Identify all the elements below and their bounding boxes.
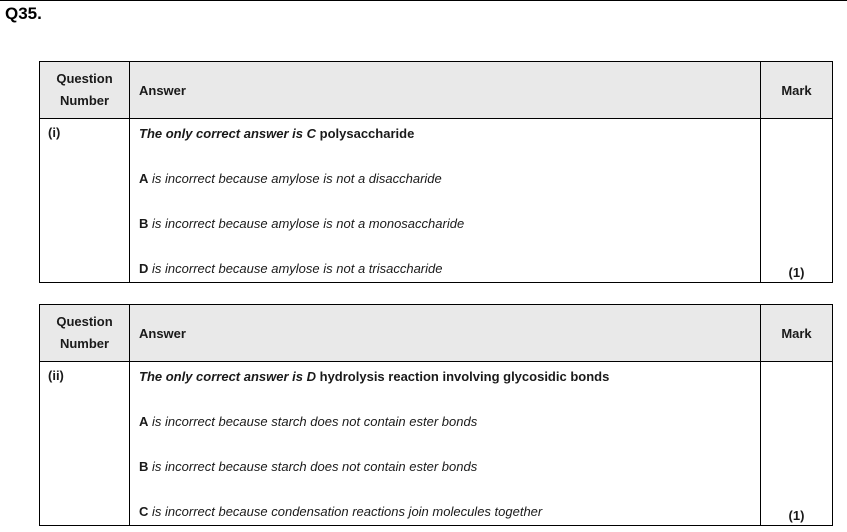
question-number-header: Question Number [40,62,130,119]
distractor-letter: B [139,459,149,474]
answer-cell [130,119,761,283]
mark-scheme-table-i [39,61,833,283]
distractor-letter: D [139,261,149,276]
distractor-text: is incorrect because amylose is not a trisaccharide [152,261,443,276]
mark-header: Mark [761,62,833,119]
mark-header: Mark [761,305,833,362]
mark-cell [761,362,833,526]
table-row [40,119,833,283]
correct-prefix: The only correct answer is D [139,369,317,384]
answer-header: Answer [130,305,761,362]
table-row [40,362,833,526]
distractor-letter: A [139,414,149,429]
distractor-text: is incorrect because amylose is not a disaccharide [152,171,442,186]
distractor-line [139,260,760,280]
correct-answer: polysaccharide [319,126,415,141]
distractor-text: is incorrect because starch does not contain ester bonds [152,459,478,474]
mark-value: (1) [788,265,805,280]
distractor-letter: B [139,216,149,231]
mark-scheme-table-ii [39,304,833,526]
distractor-line [139,413,760,458]
correct-prefix: The only correct answer is C [139,126,317,141]
table-header-row [40,305,833,362]
question-number: (ii) [40,362,130,526]
distractor-text: is incorrect because starch does not contain ester bonds [152,414,478,429]
distractor-line [139,215,760,260]
distractor-text: is incorrect because amylose is not a monosaccharide [152,216,465,231]
correct-answer-line [139,368,760,413]
correct-answer: hydrolysis reaction involving glycosidic bonds [319,369,610,384]
distractor-line [139,170,760,215]
question-title: Q35. [5,4,42,23]
answer-header: Answer [130,62,761,119]
top-rule [0,0,847,1]
distractor-text: is incorrect because condensation reactions join molecules together [152,504,543,519]
distractor-letter: A [139,171,149,186]
question-number-header: Question Number [40,305,130,362]
question-number: (i) [40,119,130,283]
correct-answer-line [139,125,760,170]
answer-cell [130,362,761,526]
distractor-line [139,458,760,503]
mark-cell [761,119,833,283]
table-header-row [40,62,833,119]
distractor-letter: C [139,504,149,519]
mark-value: (1) [788,508,805,523]
distractor-line [139,503,760,523]
